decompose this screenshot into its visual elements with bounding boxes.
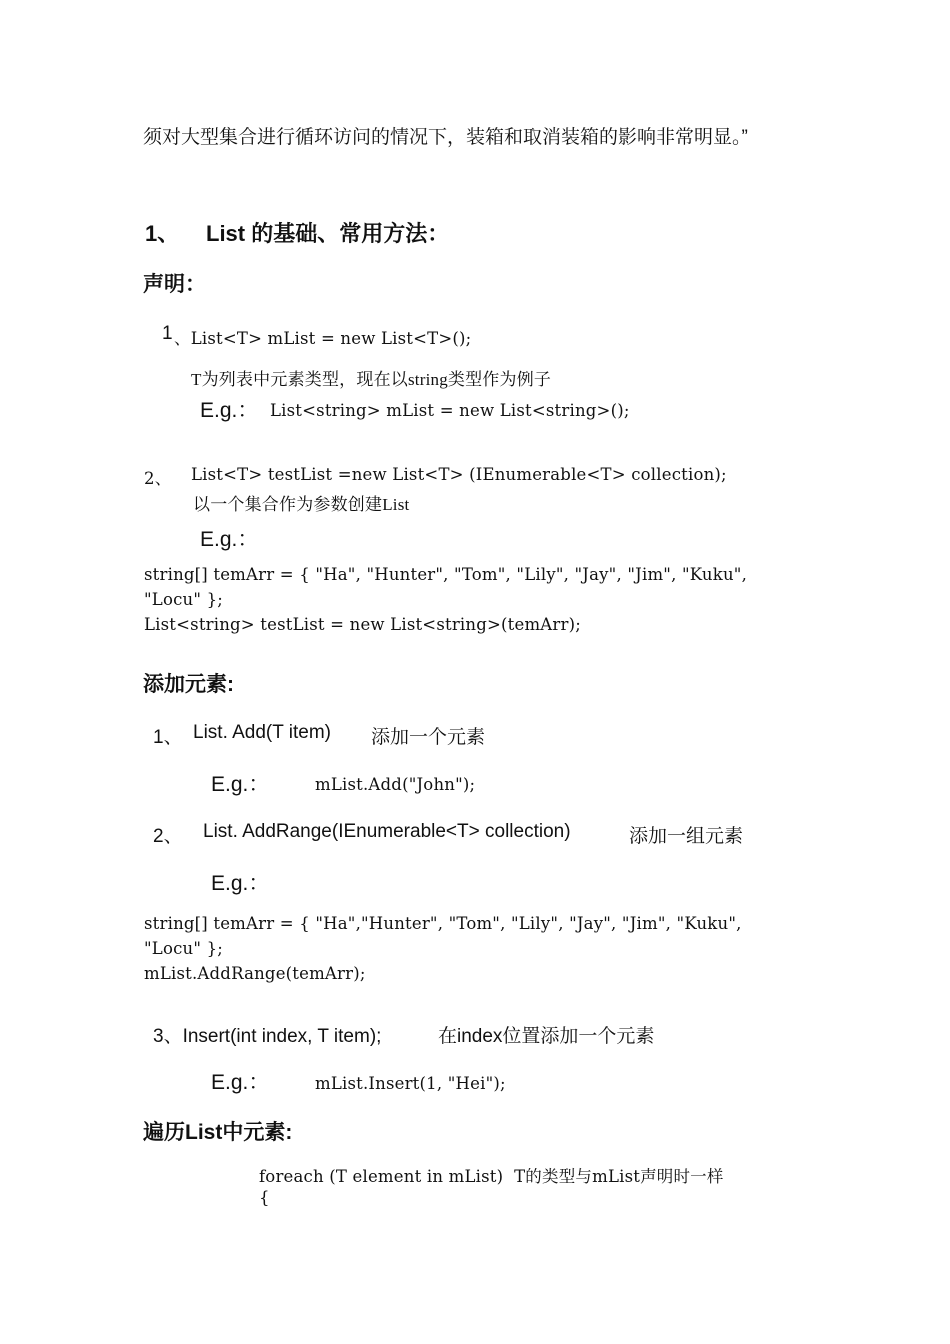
add-item1-eg-code: mList.Add("John"); [315,775,476,794]
add-item2-eg-label: E.g.： [211,872,270,895]
add-item3-method: 3、Insert(int index, T item); [153,1026,382,1047]
add-item3-eg-code: mList.Insert(1, "Hei"); [315,1074,506,1093]
add-item2-eg-line: mList.AddRange(temArr); [144,964,366,983]
iterate-open-brace: { [259,1188,270,1207]
iterate-code-line: foreach (T element in mList) T的类型与mList声明时一样 [259,1167,724,1186]
declaration-item1-eg-label: E.g.： [200,399,259,422]
add-item2-eg-line: "Locu" }; [144,939,224,958]
add-elements-heading: 添加元素: [143,673,234,696]
declaration-item2-number: 2、 [144,469,172,488]
declaration-item1-eg-code: List<string> mList = new List<string>(); [270,401,630,420]
declaration-item2-eg-line: "Locu" }; [144,590,224,609]
declaration-item2-eg-line: string[] temArr = { "Ha", "Hunter", "Tom", "Lily", "Jay", "Jim", "Kuku", [144,565,748,584]
declaration-item2-note: 以一个集合作为参数创建List [193,495,410,514]
section-title: List 的基础、常用方法： [206,221,450,246]
intro-text: 须对大型集合进行循环访问的情况下，装箱和取消装箱的影响非常明显。” [143,127,748,148]
add-item3-eg-label: E.g.： [211,1071,270,1094]
add-item2-eg-line: string[] temArr = { "Ha","Hunter", "Tom", "Lily", "Jay", "Jim", "Kuku", [144,914,742,933]
add-item2-method: List. AddRange(IEnumerable<T> collection) [203,821,571,842]
add-item2-desc: 添加一组元素 [629,826,744,847]
add-item3-desc: 在index位置添加一个元素 [438,1026,655,1047]
declaration-item2-eg-line: List<string> testList = new List<string>(temArr); [144,615,581,634]
section-number: 1、 [145,221,180,246]
declaration-item1-note: T为列表中元素类型，现在以string类型作为例子 [191,370,552,389]
declaration-heading: 声明： [143,273,206,296]
add-item1-method: List. Add(T item) [193,722,331,743]
declaration-item2-code: List<T> testList =new List<T> (IEnumerable<T> collection); [191,465,727,484]
iterate-heading: 遍历List中元素: [143,1121,293,1144]
add-item1-eg-label: E.g.： [211,773,270,796]
declaration-item1-number: 1 [162,323,173,344]
add-item1-number: 1、 [153,727,183,748]
declaration-item2-eg-label: E.g.： [200,528,259,551]
add-item1-desc: 添加一个元素 [371,727,486,748]
add-item2-number: 2、 [153,826,183,847]
declaration-item1-code: 、List<T> mList = new List<T>(); [174,329,472,348]
